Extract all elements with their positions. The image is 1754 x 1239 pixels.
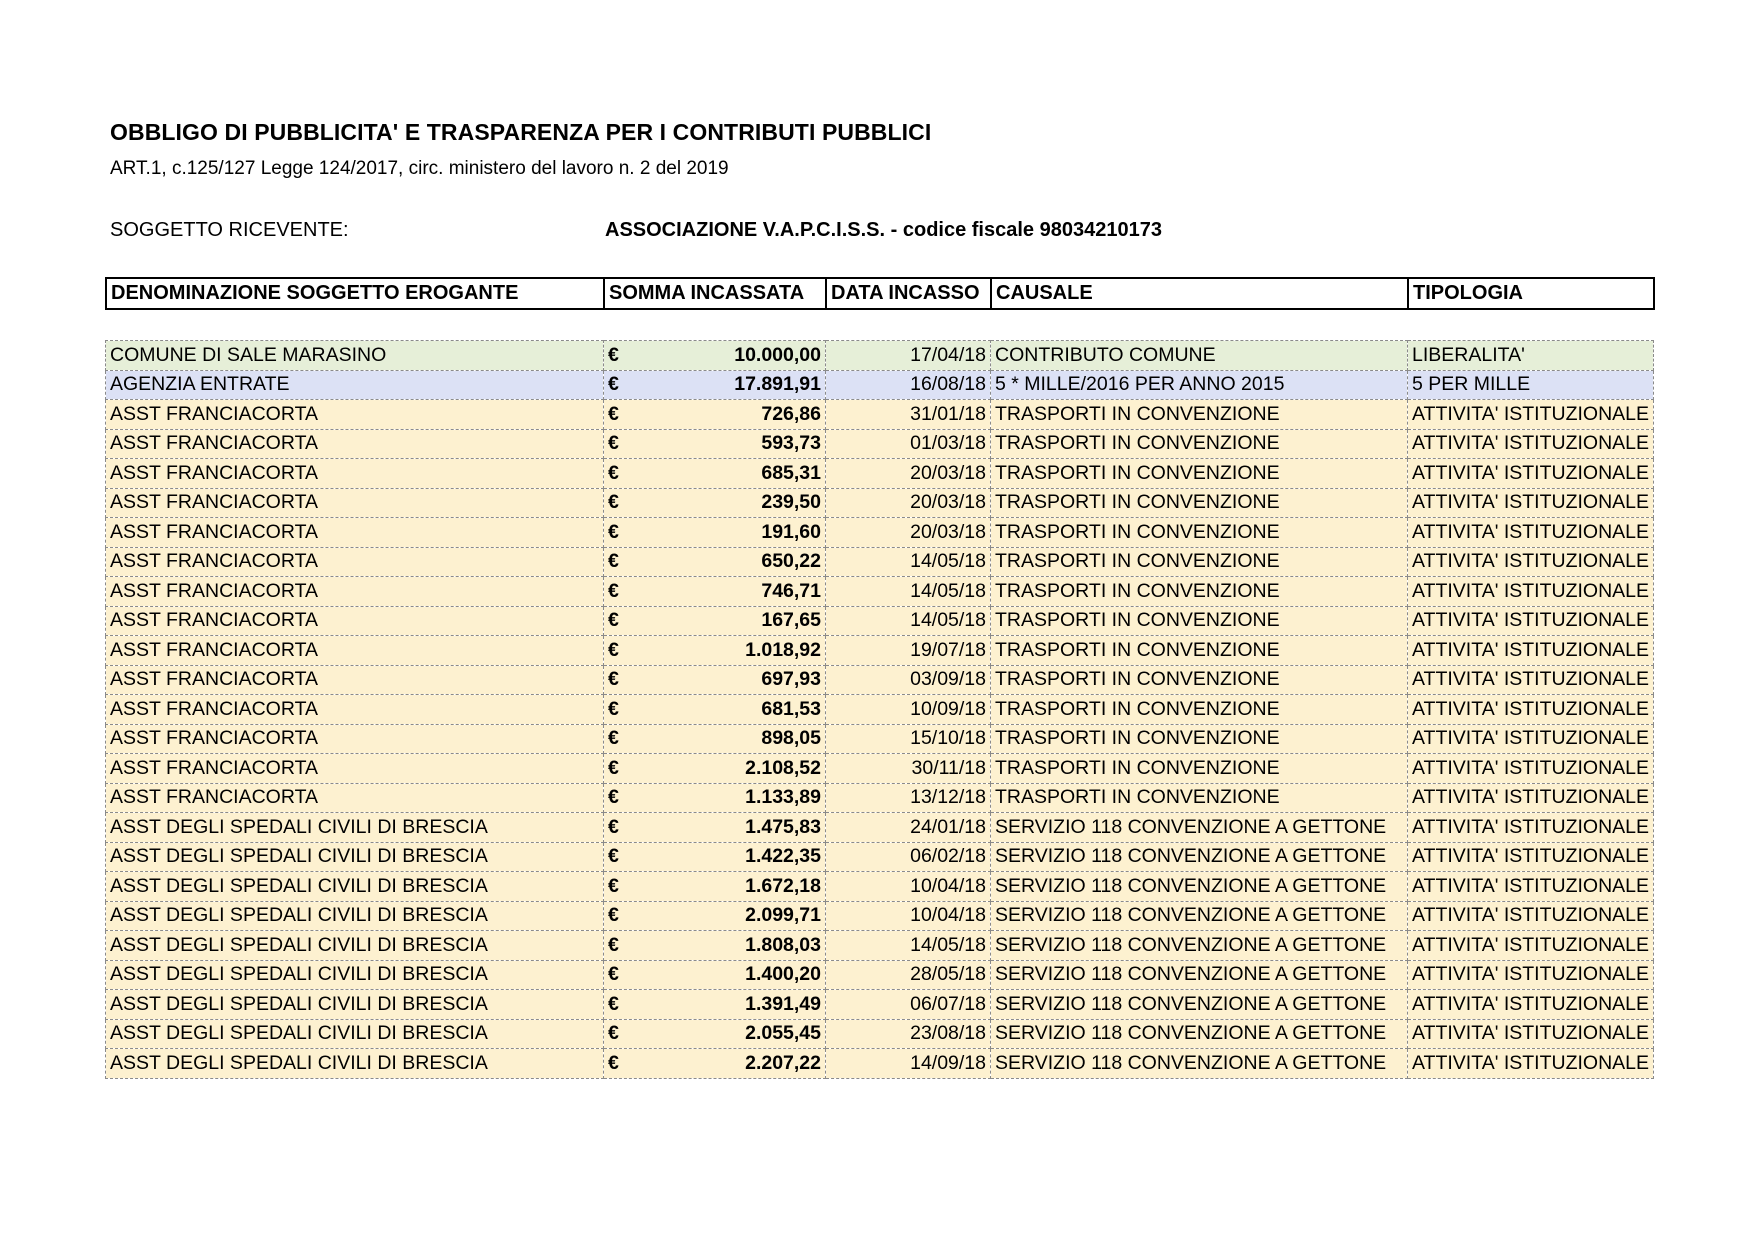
cell-somma — [604, 901, 826, 931]
amount-value: 726,86 — [761, 402, 821, 425]
cell-tipologia: ATTIVITA' ISTITUZIONALE — [1408, 665, 1654, 695]
cell-causale: SERVIZIO 118 CONVENZIONE A GETTONE — [991, 1019, 1408, 1049]
cell-tipologia: ATTIVITA' ISTITUZIONALE — [1408, 813, 1654, 843]
cell-somma — [604, 370, 826, 400]
cell-tipologia: ATTIVITA' ISTITUZIONALE — [1408, 931, 1654, 961]
table-row — [106, 931, 1654, 961]
cell-causale: TRASPORTI IN CONVENZIONE — [991, 518, 1408, 548]
cell-somma — [604, 695, 826, 725]
header-table — [105, 277, 1655, 310]
cell-ente: ASST DEGLI SPEDALI CIVILI DI BRESCIA — [106, 813, 604, 843]
cell-tipologia: ATTIVITA' ISTITUZIONALE — [1408, 518, 1654, 548]
currency-symbol: € — [608, 786, 619, 809]
currency-symbol: € — [608, 609, 619, 632]
recipient-label: SOGGETTO RICEVENTE: — [110, 219, 349, 241]
currency-symbol: € — [608, 815, 619, 838]
header-cell-somma: SOMMA INCASSATA — [604, 278, 826, 309]
amount-value: 10.000,00 — [734, 343, 821, 366]
table-row — [106, 636, 1654, 666]
cell-data: 16/08/18 — [826, 370, 991, 400]
cell-data: 20/03/18 — [826, 488, 991, 518]
amount-value: 2.108,52 — [745, 756, 821, 779]
cell-somma — [604, 783, 826, 813]
cell-data: 15/10/18 — [826, 724, 991, 754]
cell-data: 19/07/18 — [826, 636, 991, 666]
cell-data: 03/09/18 — [826, 665, 991, 695]
cell-causale: TRASPORTI IN CONVENZIONE — [991, 547, 1408, 577]
cell-data: 14/05/18 — [826, 931, 991, 961]
cell-somma — [604, 724, 826, 754]
cell-ente: ASST DEGLI SPEDALI CIVILI DI BRESCIA — [106, 1049, 604, 1079]
amount-value: 746,71 — [761, 579, 821, 602]
cell-data: 28/05/18 — [826, 960, 991, 990]
cell-causale: TRASPORTI IN CONVENZIONE — [991, 577, 1408, 607]
cell-somma — [604, 754, 826, 784]
cell-ente: ASST FRANCIACORTA — [106, 429, 604, 459]
cell-causale: TRASPORTI IN CONVENZIONE — [991, 724, 1408, 754]
amount-value: 167,65 — [761, 609, 821, 632]
currency-symbol: € — [608, 638, 619, 661]
cell-data: 20/03/18 — [826, 459, 991, 489]
cell-tipologia: ATTIVITA' ISTITUZIONALE — [1408, 488, 1654, 518]
cell-tipologia: ATTIVITA' ISTITUZIONALE — [1408, 872, 1654, 902]
cell-ente: ASST FRANCIACORTA — [106, 547, 604, 577]
contributions-table — [105, 340, 1654, 1079]
cell-tipologia: ATTIVITA' ISTITUZIONALE — [1408, 636, 1654, 666]
header-cell-ente: DENOMINAZIONE SOGGETTO EROGANTE — [106, 278, 604, 309]
amount-value: 1.475,83 — [745, 815, 821, 838]
table-row — [106, 400, 1654, 430]
cell-ente: ASST FRANCIACORTA — [106, 488, 604, 518]
cell-tipologia: 5 PER MILLE — [1408, 370, 1654, 400]
cell-ente: ASST FRANCIACORTA — [106, 577, 604, 607]
cell-tipologia: ATTIVITA' ISTITUZIONALE — [1408, 783, 1654, 813]
currency-symbol: € — [608, 461, 619, 484]
table-row — [106, 429, 1654, 459]
cell-ente: ASST DEGLI SPEDALI CIVILI DI BRESCIA — [106, 931, 604, 961]
cell-somma — [604, 400, 826, 430]
amount-value: 17.891,91 — [734, 373, 821, 396]
cell-data: 14/05/18 — [826, 547, 991, 577]
amount-value: 2.099,71 — [745, 904, 821, 927]
table-row — [106, 872, 1654, 902]
cell-somma — [604, 990, 826, 1020]
cell-ente: ASST FRANCIACORTA — [106, 754, 604, 784]
cell-tipologia: ATTIVITA' ISTITUZIONALE — [1408, 606, 1654, 636]
cell-somma — [604, 931, 826, 961]
amount-value: 681,53 — [761, 697, 821, 720]
amount-value: 593,73 — [761, 432, 821, 455]
cell-ente: ASST FRANCIACORTA — [106, 695, 604, 725]
cell-causale: 5 * MILLE/2016 PER ANNO 2015 — [991, 370, 1408, 400]
currency-symbol: € — [608, 963, 619, 986]
table-row — [106, 488, 1654, 518]
cell-data: 10/09/18 — [826, 695, 991, 725]
cell-tipologia: ATTIVITA' ISTITUZIONALE — [1408, 990, 1654, 1020]
header-cell-data: DATA INCASSO — [826, 278, 991, 309]
amount-value: 1.018,92 — [745, 638, 821, 661]
currency-symbol: € — [608, 874, 619, 897]
currency-symbol: € — [608, 992, 619, 1015]
amount-value: 191,60 — [761, 520, 821, 543]
currency-symbol: € — [608, 933, 619, 956]
amount-value: 1.400,20 — [745, 963, 821, 986]
cell-ente: ASST FRANCIACORTA — [106, 724, 604, 754]
amount-value: 1.672,18 — [745, 874, 821, 897]
cell-causale: SERVIZIO 118 CONVENZIONE A GETTONE — [991, 931, 1408, 961]
cell-ente: ASST DEGLI SPEDALI CIVILI DI BRESCIA — [106, 960, 604, 990]
cell-data: 06/07/18 — [826, 990, 991, 1020]
amount-value: 898,05 — [761, 727, 821, 750]
currency-symbol: € — [608, 579, 619, 602]
cell-data: 13/12/18 — [826, 783, 991, 813]
cell-data: 06/02/18 — [826, 842, 991, 872]
amount-value: 2.055,45 — [745, 1022, 821, 1045]
contributions-table-body — [106, 341, 1654, 1079]
cell-tipologia: ATTIVITA' ISTITUZIONALE — [1408, 429, 1654, 459]
page-subtitle: ART.1, c.125/127 Legge 124/2017, circ. ministero del lavoro n. 2 del 2019 — [110, 158, 729, 179]
cell-tipologia: ATTIVITA' ISTITUZIONALE — [1408, 577, 1654, 607]
cell-causale: SERVIZIO 118 CONVENZIONE A GETTONE — [991, 990, 1408, 1020]
cell-tipologia: ATTIVITA' ISTITUZIONALE — [1408, 695, 1654, 725]
cell-data: 30/11/18 — [826, 754, 991, 784]
cell-causale: TRASPORTI IN CONVENZIONE — [991, 754, 1408, 784]
cell-data: 10/04/18 — [826, 872, 991, 902]
currency-symbol: € — [608, 373, 619, 396]
table-row — [106, 901, 1654, 931]
cell-data: 31/01/18 — [826, 400, 991, 430]
cell-somma — [604, 488, 826, 518]
cell-somma — [604, 547, 826, 577]
cell-ente: ASST FRANCIACORTA — [106, 665, 604, 695]
cell-tipologia: ATTIVITA' ISTITUZIONALE — [1408, 547, 1654, 577]
cell-data: 01/03/18 — [826, 429, 991, 459]
cell-tipologia: ATTIVITA' ISTITUZIONALE — [1408, 1049, 1654, 1079]
cell-somma — [604, 341, 826, 371]
currency-symbol: € — [608, 756, 619, 779]
cell-ente: ASST FRANCIACORTA — [106, 400, 604, 430]
table-row — [106, 665, 1654, 695]
currency-symbol: € — [608, 668, 619, 691]
table-row — [106, 518, 1654, 548]
currency-symbol: € — [608, 697, 619, 720]
cell-data: 14/09/18 — [826, 1049, 991, 1079]
cell-causale: CONTRIBUTO COMUNE — [991, 341, 1408, 371]
cell-somma — [604, 665, 826, 695]
cell-tipologia: ATTIVITA' ISTITUZIONALE — [1408, 1019, 1654, 1049]
cell-data: 14/05/18 — [826, 606, 991, 636]
table-row — [106, 606, 1654, 636]
table-row — [106, 783, 1654, 813]
cell-causale: SERVIZIO 118 CONVENZIONE A GETTONE — [991, 901, 1408, 931]
cell-somma — [604, 636, 826, 666]
cell-causale: SERVIZIO 118 CONVENZIONE A GETTONE — [991, 960, 1408, 990]
cell-tipologia: ATTIVITA' ISTITUZIONALE — [1408, 842, 1654, 872]
currency-symbol: € — [608, 402, 619, 425]
table-row — [106, 459, 1654, 489]
currency-symbol: € — [608, 727, 619, 750]
cell-causale: TRASPORTI IN CONVENZIONE — [991, 606, 1408, 636]
cell-tipologia: LIBERALITA' — [1408, 341, 1654, 371]
cell-somma — [604, 842, 826, 872]
cell-causale: TRASPORTI IN CONVENZIONE — [991, 636, 1408, 666]
cell-data: 24/01/18 — [826, 813, 991, 843]
currency-symbol: € — [608, 1051, 619, 1074]
cell-somma — [604, 872, 826, 902]
page-title: OBBLIGO DI PUBBLICITA' E TRASPARENZA PER I CONTRIBUTI PUBBLICI — [110, 119, 932, 145]
cell-data: 20/03/18 — [826, 518, 991, 548]
table-row — [106, 695, 1654, 725]
table-row — [106, 341, 1654, 371]
cell-causale: TRASPORTI IN CONVENZIONE — [991, 665, 1408, 695]
cell-causale: SERVIZIO 118 CONVENZIONE A GETTONE — [991, 872, 1408, 902]
table-row — [106, 1049, 1654, 1079]
cell-tipologia: ATTIVITA' ISTITUZIONALE — [1408, 400, 1654, 430]
cell-somma — [604, 518, 826, 548]
amount-value: 239,50 — [761, 491, 821, 514]
table-row — [106, 547, 1654, 577]
cell-somma — [604, 1019, 826, 1049]
cell-tipologia: ATTIVITA' ISTITUZIONALE — [1408, 724, 1654, 754]
cell-data: 10/04/18 — [826, 901, 991, 931]
recipient-value: ASSOCIAZIONE V.A.P.C.I.S.S. - codice fiscale 98034210173 — [605, 219, 1162, 241]
cell-data: 14/05/18 — [826, 577, 991, 607]
currency-symbol: € — [608, 343, 619, 366]
currency-symbol: € — [608, 1022, 619, 1045]
cell-causale: TRASPORTI IN CONVENZIONE — [991, 783, 1408, 813]
cell-somma — [604, 459, 826, 489]
cell-causale: TRASPORTI IN CONVENZIONE — [991, 400, 1408, 430]
cell-causale: TRASPORTI IN CONVENZIONE — [991, 695, 1408, 725]
cell-causale: SERVIZIO 118 CONVENZIONE A GETTONE — [991, 813, 1408, 843]
amount-value: 650,22 — [761, 550, 821, 573]
table-row — [106, 990, 1654, 1020]
cell-data: 17/04/18 — [826, 341, 991, 371]
currency-symbol: € — [608, 845, 619, 868]
table-row — [106, 724, 1654, 754]
cell-ente: ASST DEGLI SPEDALI CIVILI DI BRESCIA — [106, 1019, 604, 1049]
cell-ente: ASST DEGLI SPEDALI CIVILI DI BRESCIA — [106, 872, 604, 902]
table-row — [106, 960, 1654, 990]
cell-ente: ASST FRANCIACORTA — [106, 636, 604, 666]
cell-somma — [604, 960, 826, 990]
cell-ente: ASST DEGLI SPEDALI CIVILI DI BRESCIA — [106, 901, 604, 931]
cell-somma — [604, 577, 826, 607]
amount-value: 685,31 — [761, 461, 821, 484]
cell-tipologia: ATTIVITA' ISTITUZIONALE — [1408, 901, 1654, 931]
table-row — [106, 754, 1654, 784]
amount-value: 1.422,35 — [745, 845, 821, 868]
cell-tipologia: ATTIVITA' ISTITUZIONALE — [1408, 754, 1654, 784]
cell-somma — [604, 813, 826, 843]
currency-symbol: € — [608, 520, 619, 543]
amount-value: 1.133,89 — [745, 786, 821, 809]
cell-causale: TRASPORTI IN CONVENZIONE — [991, 488, 1408, 518]
cell-ente: ASST DEGLI SPEDALI CIVILI DI BRESCIA — [106, 990, 604, 1020]
table-row — [106, 370, 1654, 400]
amount-value: 1.391,49 — [745, 992, 821, 1015]
currency-symbol: € — [608, 550, 619, 573]
header-cell-tipologia: TIPOLOGIA — [1408, 278, 1654, 309]
cell-ente: ASST FRANCIACORTA — [106, 518, 604, 548]
cell-tipologia: ATTIVITA' ISTITUZIONALE — [1408, 459, 1654, 489]
table-row — [106, 577, 1654, 607]
cell-ente: ASST FRANCIACORTA — [106, 459, 604, 489]
cell-tipologia: ATTIVITA' ISTITUZIONALE — [1408, 960, 1654, 990]
cell-ente: AGENZIA ENTRATE — [106, 370, 604, 400]
cell-ente: COMUNE DI SALE MARASINO — [106, 341, 604, 371]
amount-value: 697,93 — [761, 668, 821, 691]
currency-symbol: € — [608, 904, 619, 927]
amount-value: 1.808,03 — [745, 933, 821, 956]
header-row — [106, 278, 1654, 309]
cell-ente: ASST FRANCIACORTA — [106, 783, 604, 813]
header-cell-causale: CAUSALE — [991, 278, 1408, 309]
cell-somma — [604, 606, 826, 636]
cell-ente: ASST FRANCIACORTA — [106, 606, 604, 636]
table-row — [106, 1019, 1654, 1049]
cell-causale: SERVIZIO 118 CONVENZIONE A GETTONE — [991, 842, 1408, 872]
cell-ente: ASST DEGLI SPEDALI CIVILI DI BRESCIA — [106, 842, 604, 872]
cell-data: 23/08/18 — [826, 1019, 991, 1049]
table-row — [106, 813, 1654, 843]
cell-causale: SERVIZIO 118 CONVENZIONE A GETTONE — [991, 1049, 1408, 1079]
cell-somma — [604, 429, 826, 459]
amount-value: 2.207,22 — [745, 1051, 821, 1074]
cell-causale: TRASPORTI IN CONVENZIONE — [991, 459, 1408, 489]
currency-symbol: € — [608, 491, 619, 514]
cell-somma — [604, 1049, 826, 1079]
cell-causale: TRASPORTI IN CONVENZIONE — [991, 429, 1408, 459]
table-row — [106, 842, 1654, 872]
currency-symbol: € — [608, 432, 619, 455]
